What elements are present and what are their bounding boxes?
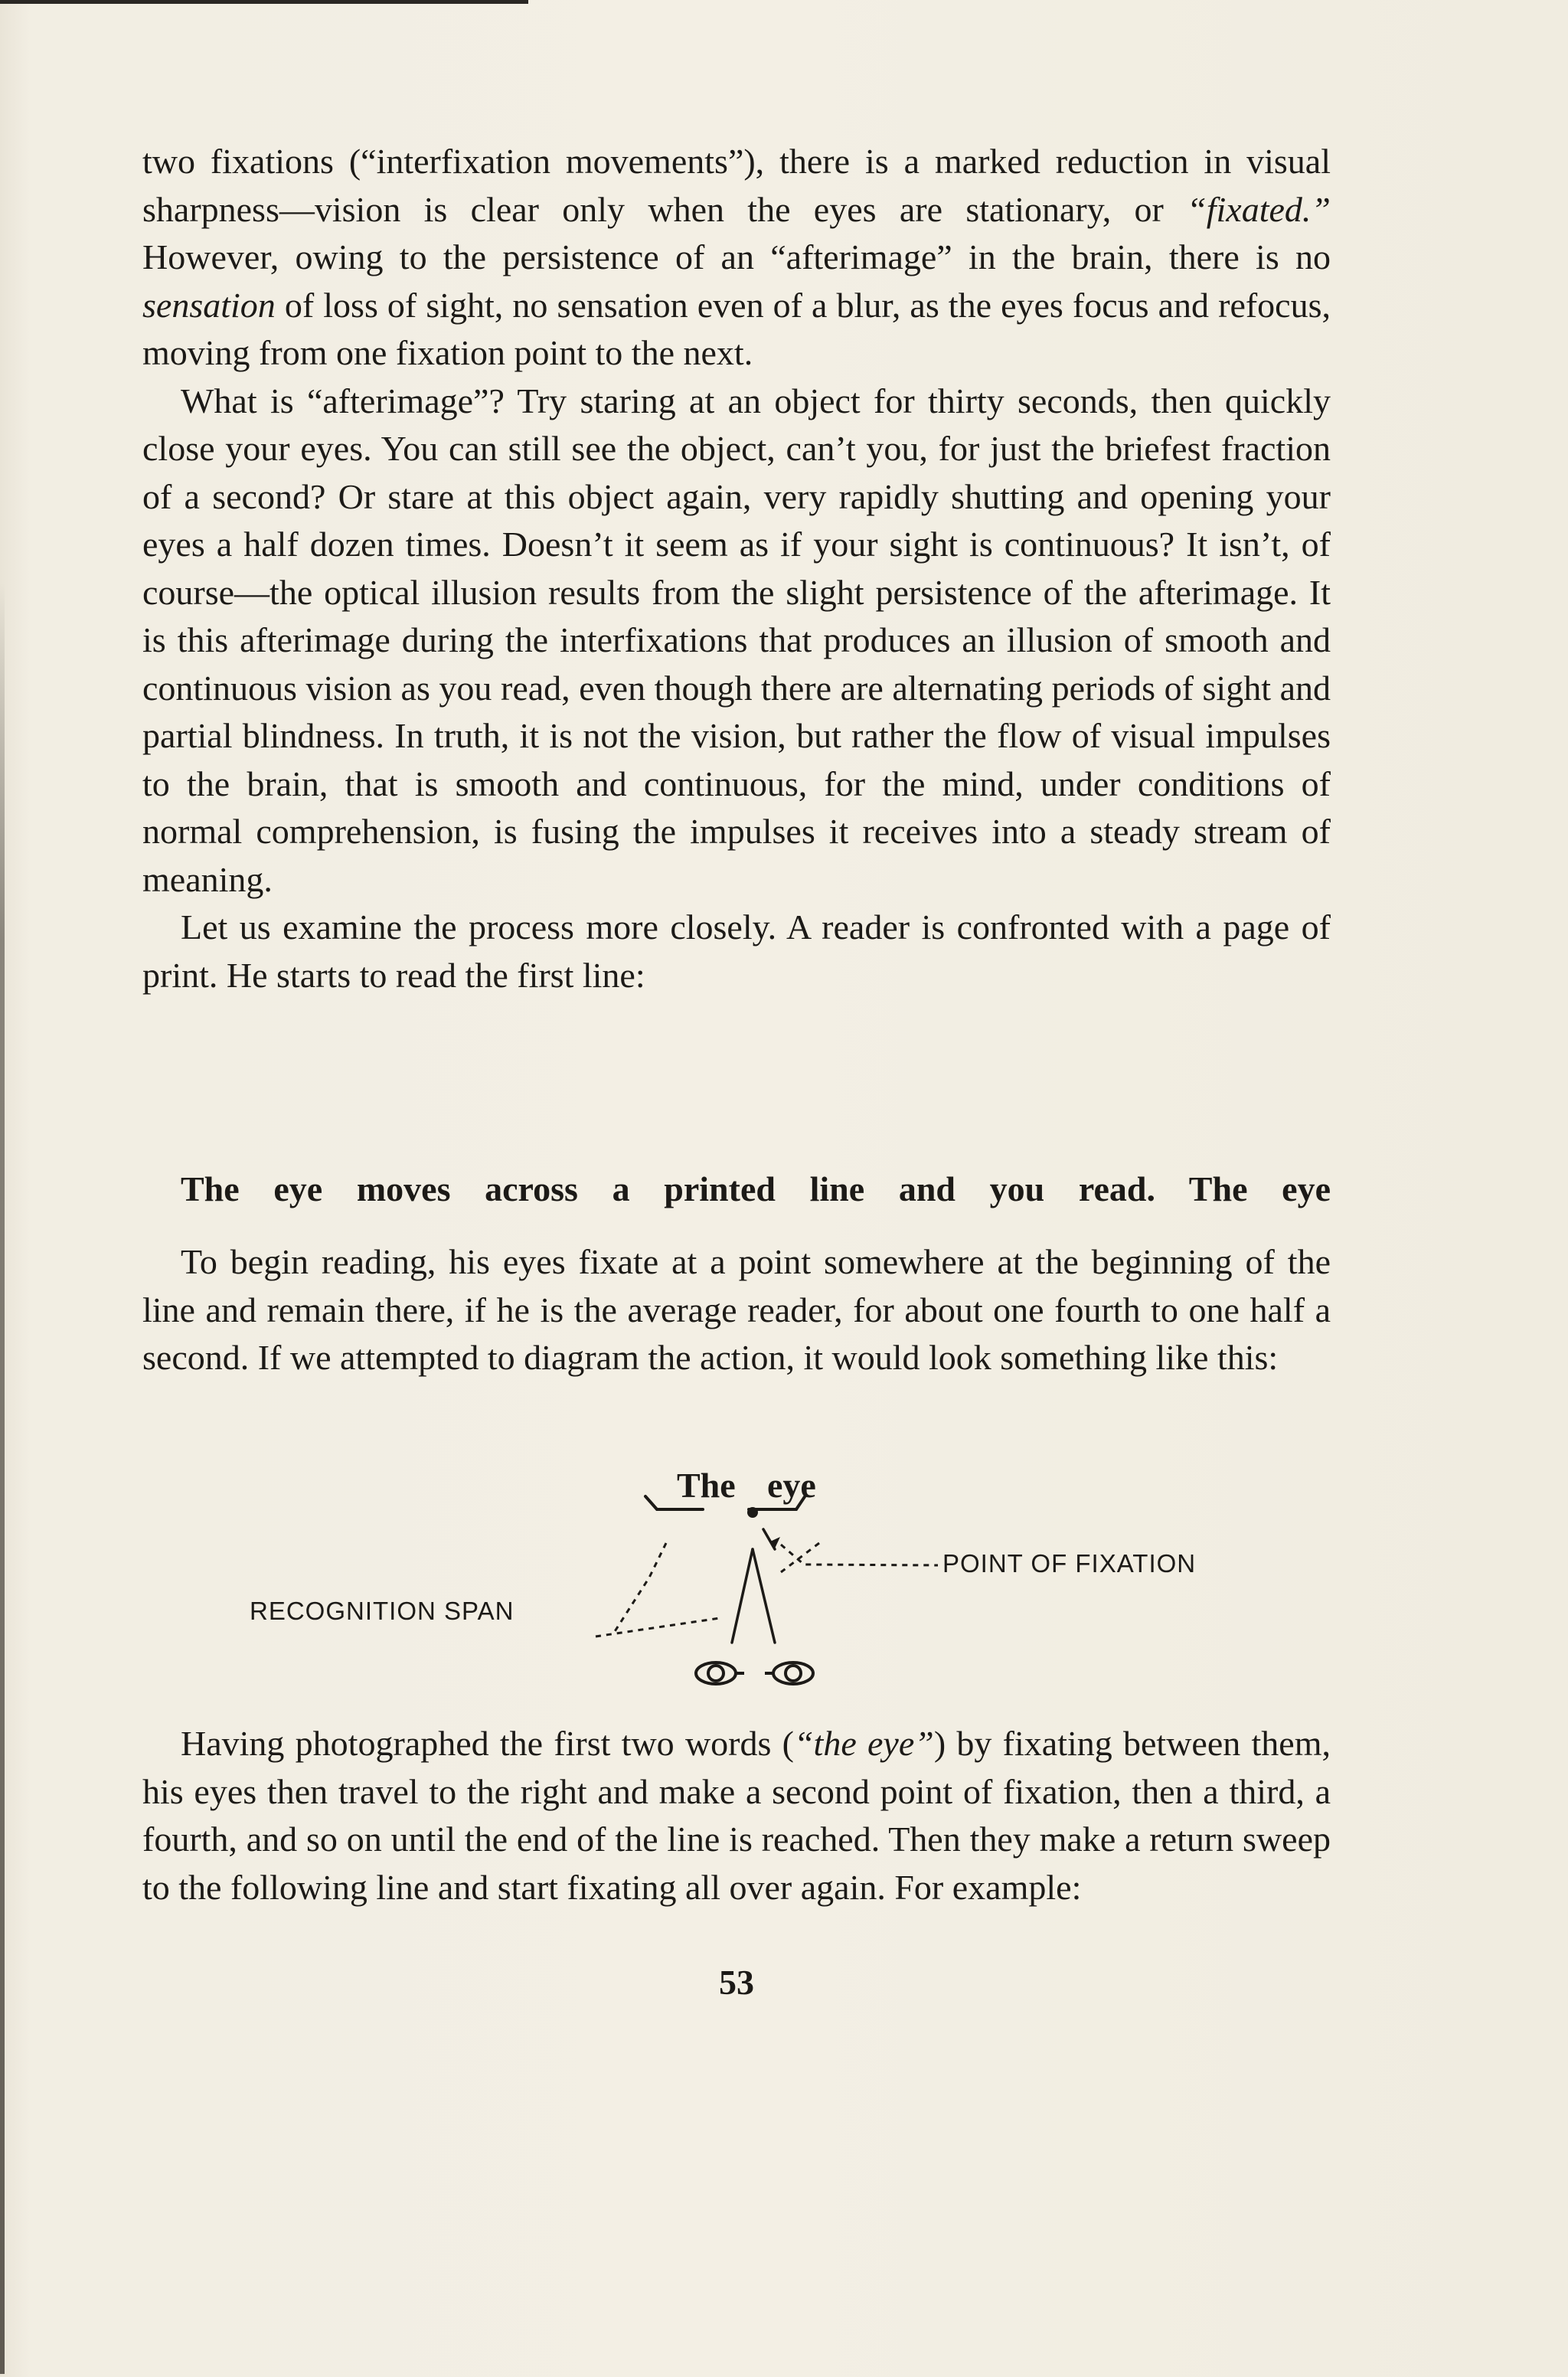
eye-icon bbox=[696, 1663, 744, 1684]
vision-line-right bbox=[753, 1549, 775, 1643]
label-recognition-span: RECOGNITION SPAN bbox=[250, 1597, 514, 1625]
text-block-middle bbox=[142, 1238, 1331, 1382]
page-number: 53 bbox=[719, 1963, 754, 2002]
paragraph-text: two fixations (“interfixation movements”), there is a marked reduction in visual sharpness—vision is clear only when the eyes are stationary, or bbox=[142, 142, 1331, 229]
paragraph-begin-reading: To begin reading, his eyes fixate at a point somewhere at the beginning of the line and remain there, if he is the average reader, for about one fourth to one half a second. If we attempted to diagram the action, it would look something like this: bbox=[142, 1242, 1331, 1377]
vision-line-left bbox=[732, 1549, 753, 1643]
page-spine-shadow bbox=[0, 582, 5, 2374]
eye-icon bbox=[765, 1663, 813, 1684]
arrow-head bbox=[770, 1537, 780, 1548]
diagram-word-eye: eye bbox=[767, 1466, 816, 1505]
fixation-diagram bbox=[230, 1451, 1302, 1712]
italic-term: “fixated.” bbox=[1187, 189, 1331, 229]
point-of-fixation-pointer bbox=[781, 1545, 938, 1565]
paragraph-continuation bbox=[142, 138, 1331, 378]
recognition-span-line-left bbox=[612, 1543, 666, 1635]
top-edge-rule bbox=[0, 0, 528, 4]
recognition-span-line-right bbox=[781, 1543, 819, 1572]
vision-line-upper bbox=[763, 1529, 775, 1549]
paragraph-text: ) by fixating between them, his eyes then travel to the right and make a second point of fixation, then a third, a fourth, and so on until the end of the line is reached. Then they make a return sweep to the following line and start fixating all over again. For example: bbox=[142, 1724, 1331, 1907]
paragraph-text: However, owing to the persistence of an “afterimage” in the brain, there is no bbox=[142, 237, 1331, 276]
italic-term: “the eye” bbox=[793, 1724, 934, 1763]
fixation-diagram-lines bbox=[230, 1451, 1302, 1712]
italic-term: sensation bbox=[142, 285, 276, 325]
fixation-point-dot bbox=[747, 1507, 758, 1518]
paragraph-photographed bbox=[142, 1720, 1331, 1911]
text-block-lower bbox=[142, 1720, 1331, 1911]
sample-printed-line: The eye moves across a printed line and you read. The eye bbox=[181, 1169, 1331, 1208]
paragraph-examine-process: Let us examine the process more closely. A reader is confronted with a page of print. He starts to read the first line: bbox=[142, 907, 1331, 995]
paragraph-text: Having photographed the first two words ( bbox=[181, 1724, 794, 1763]
label-point-of-fixation: POINT OF FIXATION bbox=[942, 1549, 1197, 1578]
paragraph-afterimage: What is “afterimage”? Try staring at an object for thirty seconds, then quickly close your eyes. You can still see the object, can’t you, for just the briefest fraction of a second? Or stare at this object again, very rapidly shutting and opening your eyes a half dozen times. Doesn’t it seem as if your sight is continuous? It isn’t, of course—the optical illusion results from the slight persistence of the afterimage. It is this afterimage during the interfixations that produces an illusion of smooth and continuous vision as you read, even though there are alternating periods of sight and partial blindness. In truth, it is not the vision, but rather the flow of visual impulses to the brain, that is smooth and continuous, for the mind, under conditions of normal comprehension, is fusing the impulses it receives into a steady stream of meaning. bbox=[142, 381, 1331, 899]
diagram-word-the: The bbox=[677, 1466, 736, 1505]
paragraph-text: of loss of sight, no sensation even of a blur, as the eyes focus and refocus, moving from one fixation point to the next. bbox=[142, 285, 1331, 372]
text-block-upper bbox=[142, 138, 1331, 999]
recognition-span-pointer bbox=[596, 1618, 720, 1636]
